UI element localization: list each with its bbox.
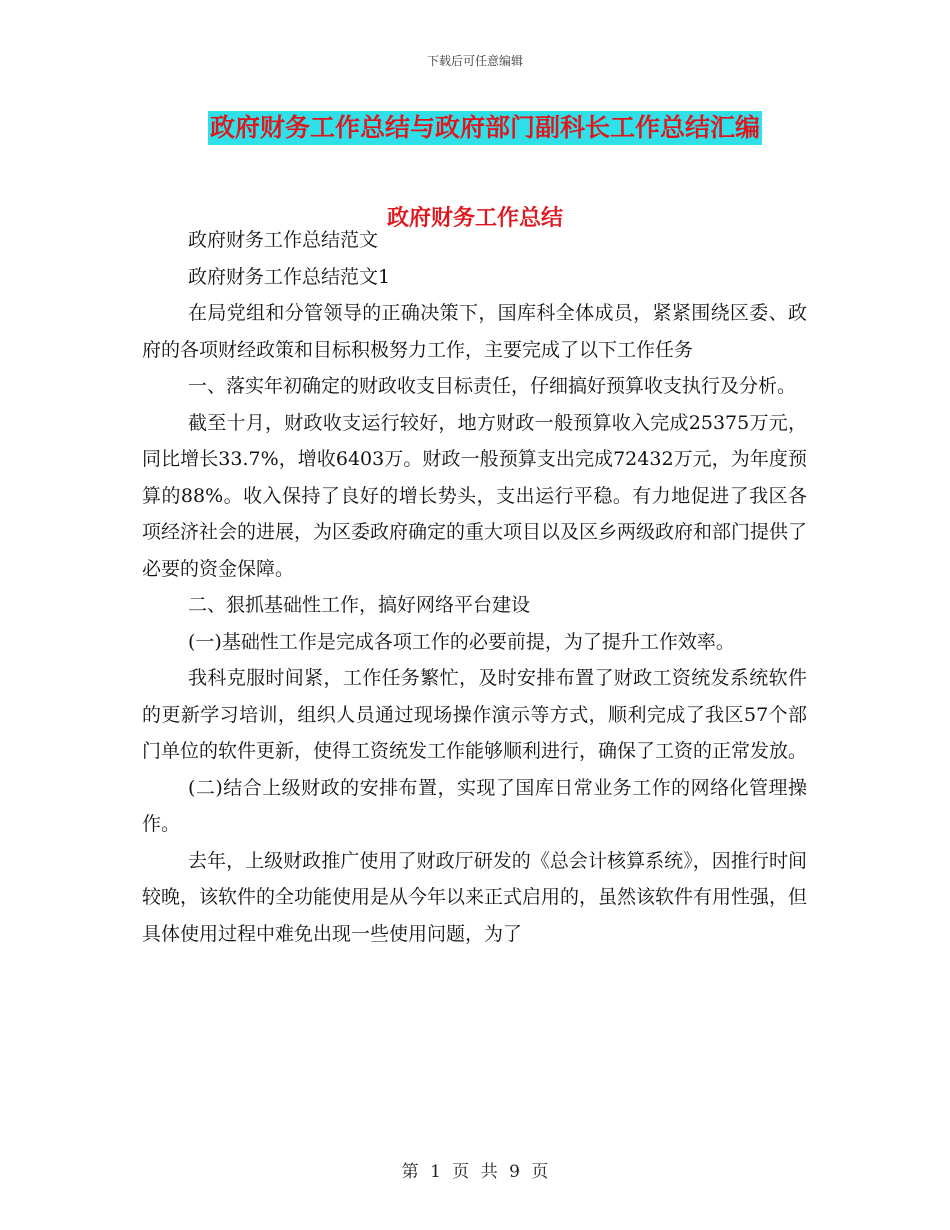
document-title: 政府财务工作总结与政府部门副科长工作总结汇编: [208, 111, 762, 145]
paragraph: 我科克服时间紧，工作任务繁忙，及时安排布置了财政工资统发系统软件的更新学习培训，组织人员通过现场操作演示等方式，顺利完成了我区57个部门单位的软件更新，使得工资统发工作能够顺利进行，确保了工资的正常发放。: [142, 667, 808, 762]
paragraph: 政府财务工作总结范文1: [188, 265, 391, 288]
paragraph: 政府财务工作总结范文: [188, 229, 379, 251]
paragraph: (一)基础性工作是完成各项工作的必要前提，为了提升工作效率。: [188, 630, 735, 653]
paragraph: 一、落实年初确定的财政收支目标责任，仔细搞好预算收支执行及分析。: [188, 375, 797, 397]
page-number: 第 1 页 共 9 页: [401, 1162, 549, 1182]
document-body: [142, 222, 807, 952]
paragraph: 去年，上级财政推广使用了财政厅研发的《总会计核算系统》，因推行时间较晚，该软件的全功能使用是从今年以来正式启用的，虽然该软件有用性强，但具体使用过程中难免出现一些使用问题，为了: [142, 849, 808, 945]
paragraph: (二)结合上级财政的安排布置，实现了国库日常业务工作的网络化管理操作。: [142, 776, 807, 835]
header-note: 下载后可任意编辑: [426, 54, 523, 68]
paragraph: 在局党组和分管领导的正确决策下，国库科全体成员，紧紧围绕区委、政府的各项财经政策和目标积极努力工作，主要完成了以下工作任务: [142, 302, 807, 361]
section-title: 政府财务工作总结: [386, 206, 563, 231]
paragraph: 截至十月，财政收支运行较好，地方财政一般预算收入完成25375万元，同比增长33.7%，增收6403万。财政一般预算支出完成72432万元，为年度预算的88%。收入保持了良好的增长势头，支出运行平稳。有力地促进了我区各项经济社会的进展，为区委政府确定的重大项目以及区乡两级政府和部门提供了必要的资金保障。: [142, 411, 808, 580]
paragraph: 二、狠抓基础性工作，搞好网络平台建设: [188, 594, 531, 616]
